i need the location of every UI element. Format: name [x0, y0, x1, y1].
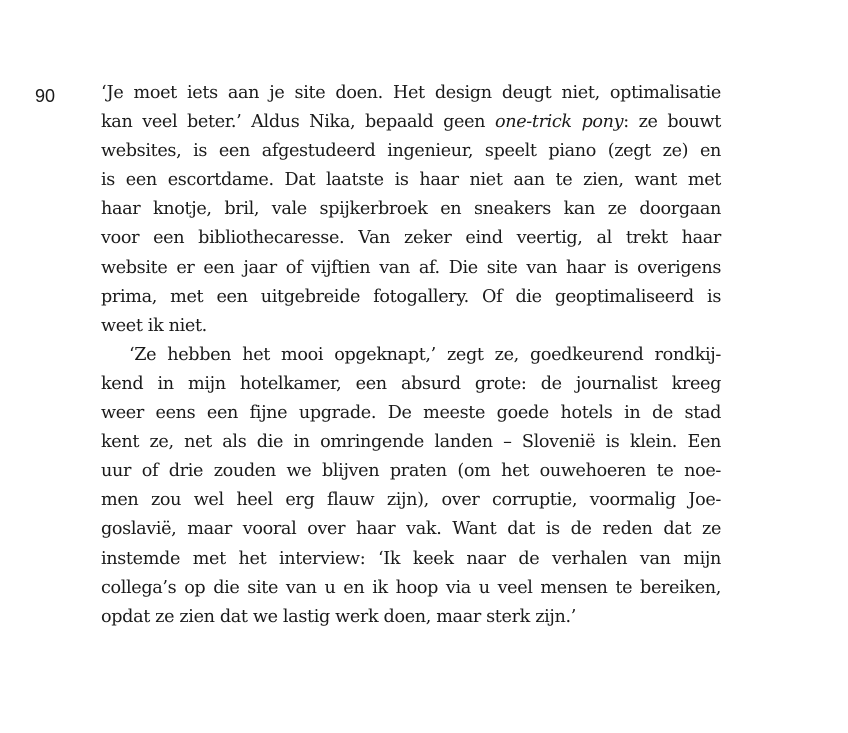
text-line: kent ze, net als die in omringende landen – Slovenië is klein. Een [101, 432, 721, 453]
text-line: uur of drie zouden we blijven praten (om het ouwehoeren te noe- [101, 461, 721, 482]
text-line: voor een bibliothecaresse. Van zeker eind veertig, al trekt haar [101, 228, 721, 249]
text-line: men zou wel heel erg flauw zijn), over corruptie, voormalig Joe- [101, 490, 721, 511]
body-text [101, 79, 721, 632]
italic-phrase: one-trick pony [494, 112, 624, 133]
page-number: 90 [35, 86, 56, 106]
text-segment: kan veel beter.’ Aldus Nika, bepaald geen [101, 112, 495, 133]
text-line: ‘Je moet iets aan je site doen. Het design deugt niet, optimalisatie [101, 83, 721, 103]
text-line: prima, met een uitgebreide fotogallery. Of die geoptimaliseerd is [101, 286, 721, 307]
paragraph-1 [101, 79, 721, 341]
text-line: weer eens een fijne upgrade. De meeste goede hotels in de stad [101, 403, 721, 424]
text-line: haar knotje, bril, vale spijkerbroek en sneakers kan ze doorgaan [101, 199, 721, 220]
text-line: collega’s op die site van u en ik hoop via u veel mensen te bereiken, [101, 577, 721, 598]
text-segment: : ze bouwt [623, 112, 721, 133]
text-line: opdat ze zien dat we lastig werk doen, maar sterk zijn.’ [101, 606, 576, 627]
text-line: goslavië, maar vooral over haar vak. Want dat is de reden dat ze [101, 519, 721, 540]
text-line: ‘Ze hebben het mooi opgeknapt,’ zegt ze, goedkeurend rondkij- [129, 344, 721, 365]
text-line: website er een jaar of vijftien van af. Die site van haar is overigens [101, 257, 721, 278]
text-line: websites, is een afgestudeerd ingenieur, speelt piano (zegt ze) en [101, 141, 721, 162]
text-line: weet ik niet. [101, 315, 207, 336]
text-line [101, 108, 721, 137]
text-line: kend in mijn hotelkamer, een absurd grote: de journalist kreeg [101, 373, 721, 394]
paragraph-2 [101, 341, 721, 632]
text-line: is een escortdame. Dat laatste is haar niet aan te zien, want met [101, 170, 721, 191]
text-line: instemde met het interview: ‘Ik keek naar de verhalen van mijn [101, 548, 721, 569]
